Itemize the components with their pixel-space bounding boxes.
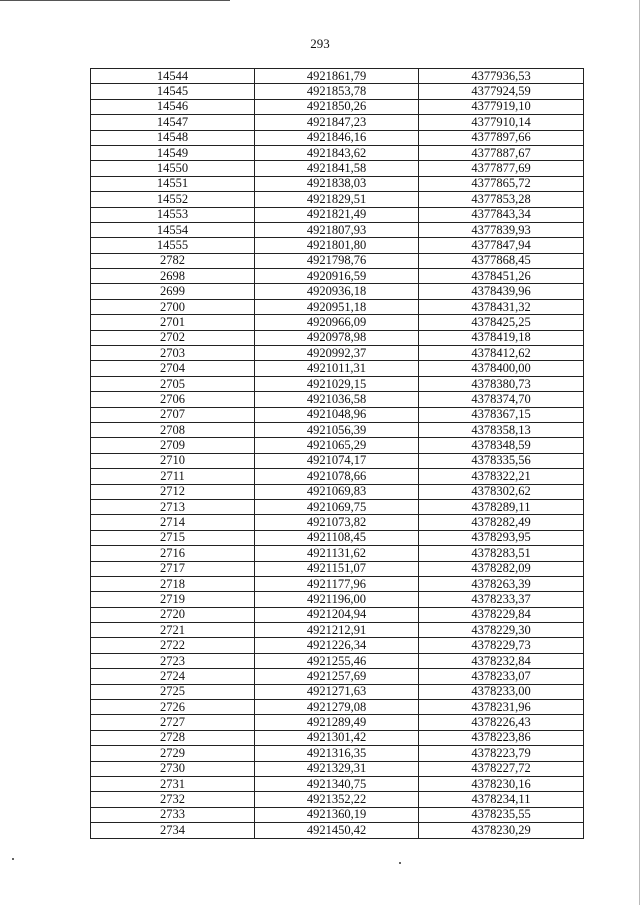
y-coordinate-cell: 4378283,51	[419, 546, 584, 561]
x-coordinate-cell: 4921801,80	[255, 238, 419, 253]
x-coordinate-cell: 4921360,19	[255, 807, 419, 822]
x-coordinate-cell: 4921065,29	[255, 438, 419, 453]
y-coordinate-cell: 4378229,84	[419, 607, 584, 622]
table-row	[91, 284, 584, 299]
y-coordinate-cell: 4378412,62	[419, 346, 584, 361]
table-row	[91, 761, 584, 776]
y-coordinate-cell: 4378233,00	[419, 684, 584, 699]
y-coordinate-cell: 4378223,86	[419, 730, 584, 745]
point-number-cell: 2708	[91, 422, 255, 437]
point-number-cell: 2734	[91, 823, 255, 838]
point-number-cell: 2721	[91, 623, 255, 638]
point-number-cell: 2723	[91, 653, 255, 668]
table-row	[91, 453, 584, 468]
x-coordinate-cell: 4921204,94	[255, 607, 419, 622]
point-number-cell: 2718	[91, 576, 255, 591]
x-coordinate-cell: 4920978,98	[255, 330, 419, 345]
x-coordinate-cell: 4921829,51	[255, 192, 419, 207]
point-number-cell: 2727	[91, 715, 255, 730]
point-number-cell: 2698	[91, 269, 255, 284]
y-coordinate-cell: 4378235,55	[419, 807, 584, 822]
x-coordinate-cell: 4921316,35	[255, 746, 419, 761]
point-number-cell: 2712	[91, 484, 255, 499]
point-number-cell: 2713	[91, 499, 255, 514]
x-coordinate-cell: 4921279,08	[255, 700, 419, 715]
x-coordinate-cell: 4921850,26	[255, 99, 419, 114]
point-number-cell: 14545	[91, 84, 255, 99]
point-number-cell: 14555	[91, 238, 255, 253]
y-coordinate-cell: 4378231,96	[419, 700, 584, 715]
table-row	[91, 715, 584, 730]
table-row	[91, 469, 584, 484]
point-number-cell: 2704	[91, 361, 255, 376]
y-coordinate-cell: 4378232,84	[419, 653, 584, 668]
x-coordinate-cell: 4921074,17	[255, 453, 419, 468]
point-number-cell: 2724	[91, 669, 255, 684]
x-coordinate-cell: 4921821,49	[255, 207, 419, 222]
table-row	[91, 115, 584, 130]
table-row	[91, 161, 584, 176]
table-row	[91, 669, 584, 684]
y-coordinate-cell: 4377887,67	[419, 145, 584, 160]
point-number-cell: 2705	[91, 376, 255, 391]
x-coordinate-cell: 4921069,83	[255, 484, 419, 499]
table-row	[91, 299, 584, 314]
y-coordinate-cell: 4378425,25	[419, 315, 584, 330]
scan-edge-top	[0, 0, 230, 1]
table-row	[91, 222, 584, 237]
y-coordinate-cell: 4377843,34	[419, 207, 584, 222]
x-coordinate-cell: 4921329,31	[255, 761, 419, 776]
point-number-cell: 14546	[91, 99, 255, 114]
x-coordinate-cell: 4921131,62	[255, 546, 419, 561]
point-number-cell: 2728	[91, 730, 255, 745]
x-coordinate-cell: 4921196,00	[255, 592, 419, 607]
table-row	[91, 422, 584, 437]
table-row	[91, 515, 584, 530]
x-coordinate-cell: 4920951,18	[255, 299, 419, 314]
y-coordinate-cell: 4378380,73	[419, 376, 584, 391]
point-number-cell: 2726	[91, 700, 255, 715]
point-number-cell: 14552	[91, 192, 255, 207]
point-number-cell: 2730	[91, 761, 255, 776]
table-row	[91, 346, 584, 361]
point-number-cell: 2702	[91, 330, 255, 345]
table-row	[91, 99, 584, 114]
point-number-cell: 2731	[91, 776, 255, 791]
y-coordinate-cell: 4378374,70	[419, 392, 584, 407]
x-coordinate-cell: 4921847,23	[255, 115, 419, 130]
point-number-cell: 14551	[91, 176, 255, 191]
x-coordinate-cell: 4921212,91	[255, 623, 419, 638]
y-coordinate-cell: 4378419,18	[419, 330, 584, 345]
point-number-cell: 2703	[91, 346, 255, 361]
y-coordinate-cell: 4378293,95	[419, 530, 584, 545]
y-coordinate-cell: 4377919,10	[419, 99, 584, 114]
x-coordinate-cell: 4920992,37	[255, 346, 419, 361]
x-coordinate-cell: 4921011,31	[255, 361, 419, 376]
point-number-cell: 2701	[91, 315, 255, 330]
x-coordinate-cell: 4921069,75	[255, 499, 419, 514]
y-coordinate-cell: 4377910,14	[419, 115, 584, 130]
y-coordinate-cell: 4378335,56	[419, 453, 584, 468]
x-coordinate-cell: 4921108,45	[255, 530, 419, 545]
x-coordinate-cell: 4921255,46	[255, 653, 419, 668]
point-number-cell: 2716	[91, 546, 255, 561]
table-row	[91, 253, 584, 268]
point-number-cell: 2725	[91, 684, 255, 699]
table-row	[91, 746, 584, 761]
point-number-cell: 2710	[91, 453, 255, 468]
table-row	[91, 684, 584, 699]
y-coordinate-cell: 4378233,37	[419, 592, 584, 607]
point-number-cell: 14544	[91, 69, 255, 84]
point-number-cell: 2707	[91, 407, 255, 422]
y-coordinate-cell: 4378400,00	[419, 361, 584, 376]
x-coordinate-cell: 4921151,07	[255, 561, 419, 576]
y-coordinate-cell: 4378282,09	[419, 561, 584, 576]
y-coordinate-cell: 4377839,93	[419, 222, 584, 237]
y-coordinate-cell: 4377936,53	[419, 69, 584, 84]
y-coordinate-cell: 4378223,79	[419, 746, 584, 761]
y-coordinate-cell: 4377868,45	[419, 253, 584, 268]
table-row	[91, 407, 584, 422]
point-number-cell: 2709	[91, 438, 255, 453]
point-number-cell: 2733	[91, 807, 255, 822]
y-coordinate-cell: 4378289,11	[419, 499, 584, 514]
point-number-cell: 2706	[91, 392, 255, 407]
x-coordinate-cell: 4921798,76	[255, 253, 419, 268]
y-coordinate-cell: 4378230,29	[419, 823, 584, 838]
table-row	[91, 530, 584, 545]
x-coordinate-cell: 4921257,69	[255, 669, 419, 684]
table-row	[91, 238, 584, 253]
table-body	[91, 69, 584, 839]
x-coordinate-cell: 4921073,82	[255, 515, 419, 530]
x-coordinate-cell: 4921846,16	[255, 130, 419, 145]
table-row	[91, 192, 584, 207]
table-row	[91, 623, 584, 638]
x-coordinate-cell: 4921048,96	[255, 407, 419, 422]
point-number-cell: 14549	[91, 145, 255, 160]
table-row	[91, 546, 584, 561]
table-row	[91, 576, 584, 591]
table-row	[91, 776, 584, 791]
table-row	[91, 653, 584, 668]
table-row	[91, 607, 584, 622]
table-row	[91, 438, 584, 453]
y-coordinate-cell: 4378358,13	[419, 422, 584, 437]
table-row	[91, 484, 584, 499]
y-coordinate-cell: 4378227,72	[419, 761, 584, 776]
point-number-cell: 2719	[91, 592, 255, 607]
point-number-cell: 2700	[91, 299, 255, 314]
y-coordinate-cell: 4378234,11	[419, 792, 584, 807]
y-coordinate-cell: 4378233,07	[419, 669, 584, 684]
scan-speck	[399, 862, 401, 864]
y-coordinate-cell: 4378348,59	[419, 438, 584, 453]
table-row	[91, 269, 584, 284]
y-coordinate-cell: 4378229,30	[419, 623, 584, 638]
point-number-cell: 2714	[91, 515, 255, 530]
x-coordinate-cell: 4921853,78	[255, 84, 419, 99]
table-row	[91, 330, 584, 345]
y-coordinate-cell: 4378229,73	[419, 638, 584, 653]
x-coordinate-cell: 4921838,03	[255, 176, 419, 191]
x-coordinate-cell: 4921352,22	[255, 792, 419, 807]
y-coordinate-cell: 4378322,21	[419, 469, 584, 484]
y-coordinate-cell: 4378230,16	[419, 776, 584, 791]
table-row	[91, 315, 584, 330]
x-coordinate-cell: 4921177,96	[255, 576, 419, 591]
y-coordinate-cell: 4378439,96	[419, 284, 584, 299]
x-coordinate-cell: 4920936,18	[255, 284, 419, 299]
table-row	[91, 792, 584, 807]
x-coordinate-cell: 4921226,34	[255, 638, 419, 653]
table-row	[91, 807, 584, 822]
point-number-cell: 14548	[91, 130, 255, 145]
coordinates-table	[90, 68, 584, 839]
point-number-cell: 14553	[91, 207, 255, 222]
x-coordinate-cell: 4921029,15	[255, 376, 419, 391]
table-row	[91, 207, 584, 222]
table-row	[91, 145, 584, 160]
y-coordinate-cell: 4377853,28	[419, 192, 584, 207]
y-coordinate-cell: 4378367,15	[419, 407, 584, 422]
point-number-cell: 2722	[91, 638, 255, 653]
point-number-cell: 2717	[91, 561, 255, 576]
point-number-cell: 2729	[91, 746, 255, 761]
table-row	[91, 499, 584, 514]
table-row	[91, 376, 584, 391]
y-coordinate-cell: 4378282,49	[419, 515, 584, 530]
x-coordinate-cell: 4921450,42	[255, 823, 419, 838]
point-number-cell: 2699	[91, 284, 255, 299]
y-coordinate-cell: 4378451,26	[419, 269, 584, 284]
table-row	[91, 392, 584, 407]
x-coordinate-cell: 4921078,66	[255, 469, 419, 484]
point-number-cell: 2711	[91, 469, 255, 484]
x-coordinate-cell: 4921271,63	[255, 684, 419, 699]
table-row	[91, 592, 584, 607]
x-coordinate-cell: 4921056,39	[255, 422, 419, 437]
table-row	[91, 361, 584, 376]
y-coordinate-cell: 4378226,43	[419, 715, 584, 730]
point-number-cell: 14547	[91, 115, 255, 130]
y-coordinate-cell: 4378263,39	[419, 576, 584, 591]
table-row	[91, 176, 584, 191]
page-number: 293	[310, 36, 330, 51]
x-coordinate-cell: 4921036,58	[255, 392, 419, 407]
point-number-cell: 2782	[91, 253, 255, 268]
point-number-cell: 2720	[91, 607, 255, 622]
y-coordinate-cell: 4378302,62	[419, 484, 584, 499]
table-row	[91, 561, 584, 576]
y-coordinate-cell: 4377865,72	[419, 176, 584, 191]
y-coordinate-cell: 4377897,66	[419, 130, 584, 145]
x-coordinate-cell: 4921861,79	[255, 69, 419, 84]
point-number-cell: 2715	[91, 530, 255, 545]
table-row	[91, 130, 584, 145]
x-coordinate-cell: 4921807,93	[255, 222, 419, 237]
point-number-cell: 14550	[91, 161, 255, 176]
x-coordinate-cell: 4921843,62	[255, 145, 419, 160]
y-coordinate-cell: 4377877,69	[419, 161, 584, 176]
point-number-cell: 2732	[91, 792, 255, 807]
x-coordinate-cell: 4921289,49	[255, 715, 419, 730]
table-row	[91, 823, 584, 838]
table-row	[91, 84, 584, 99]
scan-speck	[12, 858, 14, 860]
x-coordinate-cell: 4921340,75	[255, 776, 419, 791]
x-coordinate-cell: 4920916,59	[255, 269, 419, 284]
table-row	[91, 638, 584, 653]
x-coordinate-cell: 4920966,09	[255, 315, 419, 330]
table-row	[91, 69, 584, 84]
point-number-cell: 14554	[91, 222, 255, 237]
x-coordinate-cell: 4921841,58	[255, 161, 419, 176]
table-row	[91, 700, 584, 715]
y-coordinate-cell: 4377924,59	[419, 84, 584, 99]
x-coordinate-cell: 4921301,42	[255, 730, 419, 745]
y-coordinate-cell: 4378431,32	[419, 299, 584, 314]
table-row	[91, 730, 584, 745]
y-coordinate-cell: 4377847,94	[419, 238, 584, 253]
